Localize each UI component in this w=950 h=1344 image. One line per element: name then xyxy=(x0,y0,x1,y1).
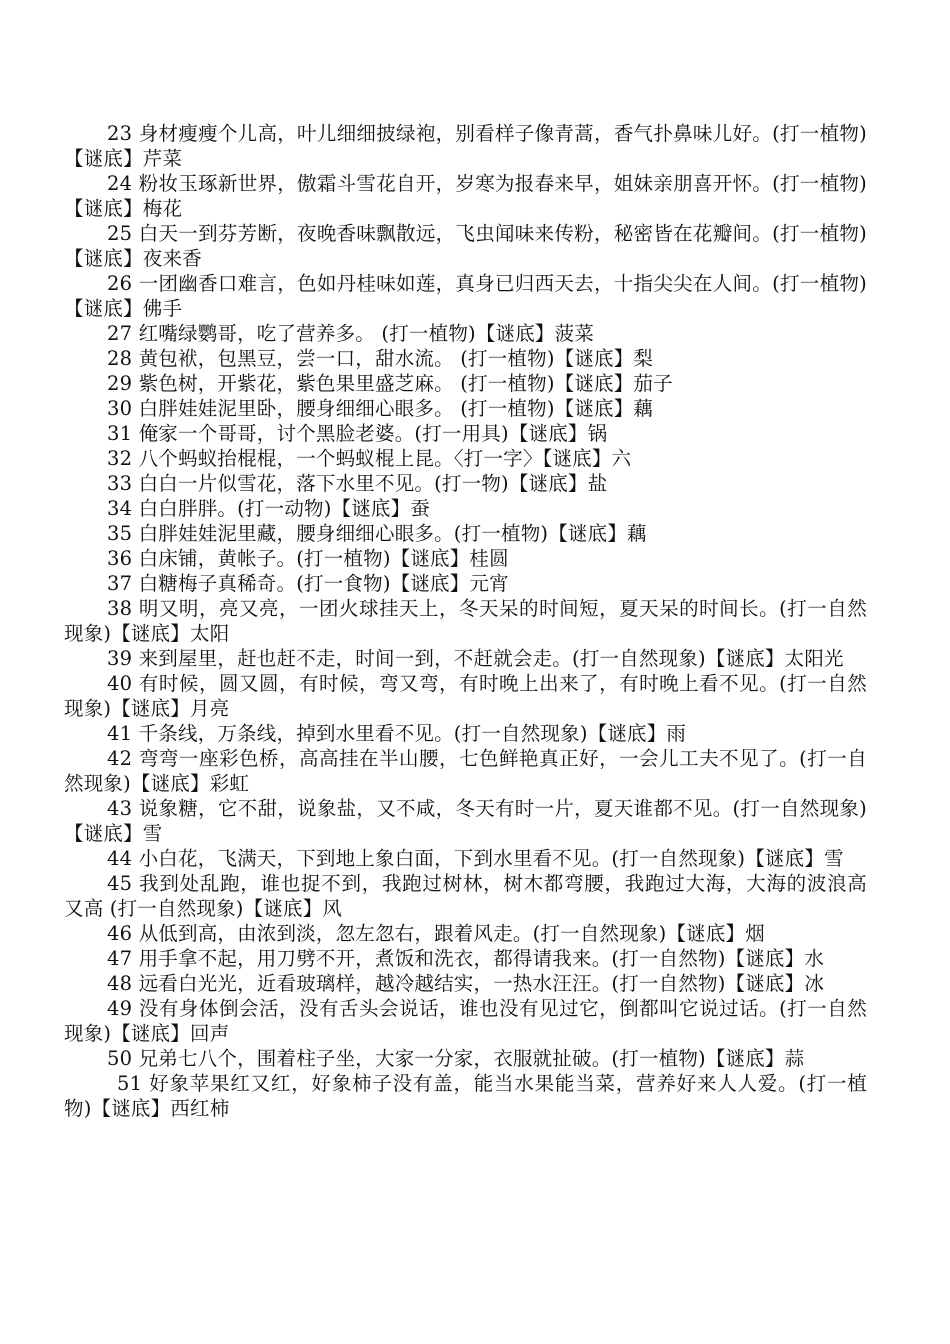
riddle-42: 42 弯弯一座彩色桥，高高挂在半山腰，七色鲜艳真正好，一会儿工夫不见了。(打一自然现象)【谜底】彩虹 xyxy=(64,747,867,795)
riddle-48: 48 远看白光光，近看玻璃样，越冷越结实，一热水汪汪。(打一自然物)【谜底】冰 xyxy=(107,972,825,995)
riddle-document xyxy=(64,121,867,1121)
riddle-31: 31 俺家一个哥哥，讨个黑脸老婆。(打一用具)【谜底】锅 xyxy=(107,422,608,445)
riddle-51: 51 好象苹果红又红，好象柿子没有盖，能当水果能当菜，营养好来人人爱。(打一植物)【谜底】西红柿 xyxy=(64,1072,867,1120)
riddle-26: 26 一团幽香口难言，色如丹桂味如莲，真身已归西天去，十指尖尖在人间。(打一植物)【谜底】佛手 xyxy=(64,272,867,320)
riddle-33: 33 白白一片似雪花，落下水里不见。(打一物)【谜底】盐 xyxy=(107,472,608,495)
riddle-36: 36 白床铺，黄帐子。(打一植物)【谜底】桂圆 xyxy=(107,547,509,570)
riddle-49: 49 没有身体倒会活，没有舌头会说话，谁也没有见过它，倒都叫它说过话。(打一自然现象)【谜底】回声 xyxy=(64,997,867,1045)
riddle-27: 27 红嘴绿鹦哥，吃了营养多。 (打一植物)【谜底】菠菜 xyxy=(107,322,595,345)
riddle-40: 40 有时候，圆又圆，有时候，弯又弯，有时晚上出来了，有时晚上看不见。(打一自然现象)【谜底】月亮 xyxy=(64,672,867,720)
riddle-45: 45 我到处乱跑，谁也捉不到，我跑过树林，树木都弯腰，我跑过大海，大海的波浪高又高 (打一自然现象)【谜底】风 xyxy=(64,872,867,920)
riddle-24: 24 粉妆玉琢新世界，傲霜斗雪花自开，岁寒为报春来早，姐妹亲朋喜开怀。(打一植物)【谜底】梅花 xyxy=(64,172,867,220)
riddle-38: 38 明又明，亮又亮，一团火球挂天上，冬天呆的时间短，夏天呆的时间长。(打一自然现象)【谜底】太阳 xyxy=(64,597,867,645)
riddle-34: 34 白白胖胖。(打一动物)【谜底】蚕 xyxy=(107,497,431,520)
riddle-41: 41 千条线，万条线，掉到水里看不见。(打一自然现象)【谜底】雨 xyxy=(107,722,687,745)
riddle-50: 50 兄弟七八个，围着柱子坐，大家一分家，衣服就扯破。(打一植物)【谜底】蒜 xyxy=(107,1047,805,1070)
riddle-39: 39 来到屋里，赶也赶不走，时间一到，不赶就会走。(打一自然现象)【谜底】太阳光 xyxy=(107,647,844,670)
riddle-35: 35 白胖娃娃泥里藏，腰身细细心眼多。(打一植物)【谜底】藕 xyxy=(107,522,647,545)
riddle-28: 28 黄包袱，包黑豆，尝一口，甜水流。 (打一植物)【谜底】梨 xyxy=(107,347,654,370)
riddle-23: 23 身材瘦瘦个儿高，叶儿细细披绿袍，别看样子像青蒿，香气扑鼻味儿好。(打一植物)【谜底】芹菜 xyxy=(64,122,867,170)
riddle-37: 37 白糖梅子真稀奇。(打一食物)【谜底】元宵 xyxy=(107,572,509,595)
riddle-29: 29 紫色树，开紫花，紫色果里盛芝麻。 (打一植物)【谜底】茄子 xyxy=(107,372,673,395)
riddle-32: 32 八个蚂蚁抬棍棍，一个蚂蚁棍上昆。〈打一字〉【谜底】六 xyxy=(107,447,632,470)
riddle-47: 47 用手拿不起，用刀劈不开，煮饭和洗衣，都得请我来。(打一自然物)【谜底】水 xyxy=(107,947,825,970)
riddle-25: 25 白天一到芬芳断，夜晚香味飘散远，飞虫闻味来传粉，秘密皆在花瓣间。(打一植物)【谜底】夜来香 xyxy=(64,222,867,270)
riddle-43: 43 说象糖，它不甜，说象盐，又不咸，冬天有时一片，夏天谁都不见。(打一自然现象)【谜底】雪 xyxy=(64,797,867,845)
riddle-46: 46 从低到高，由浓到淡，忽左忽右，跟着风走。(打一自然现象)【谜底】烟 xyxy=(107,922,765,945)
riddle-30: 30 白胖娃娃泥里卧，腰身细细心眼多。 (打一植物)【谜底】藕 xyxy=(107,397,654,420)
riddle-44: 44 小白花，飞满天，下到地上象白面，下到水里看不见。(打一自然现象)【谜底】雪 xyxy=(107,847,844,870)
